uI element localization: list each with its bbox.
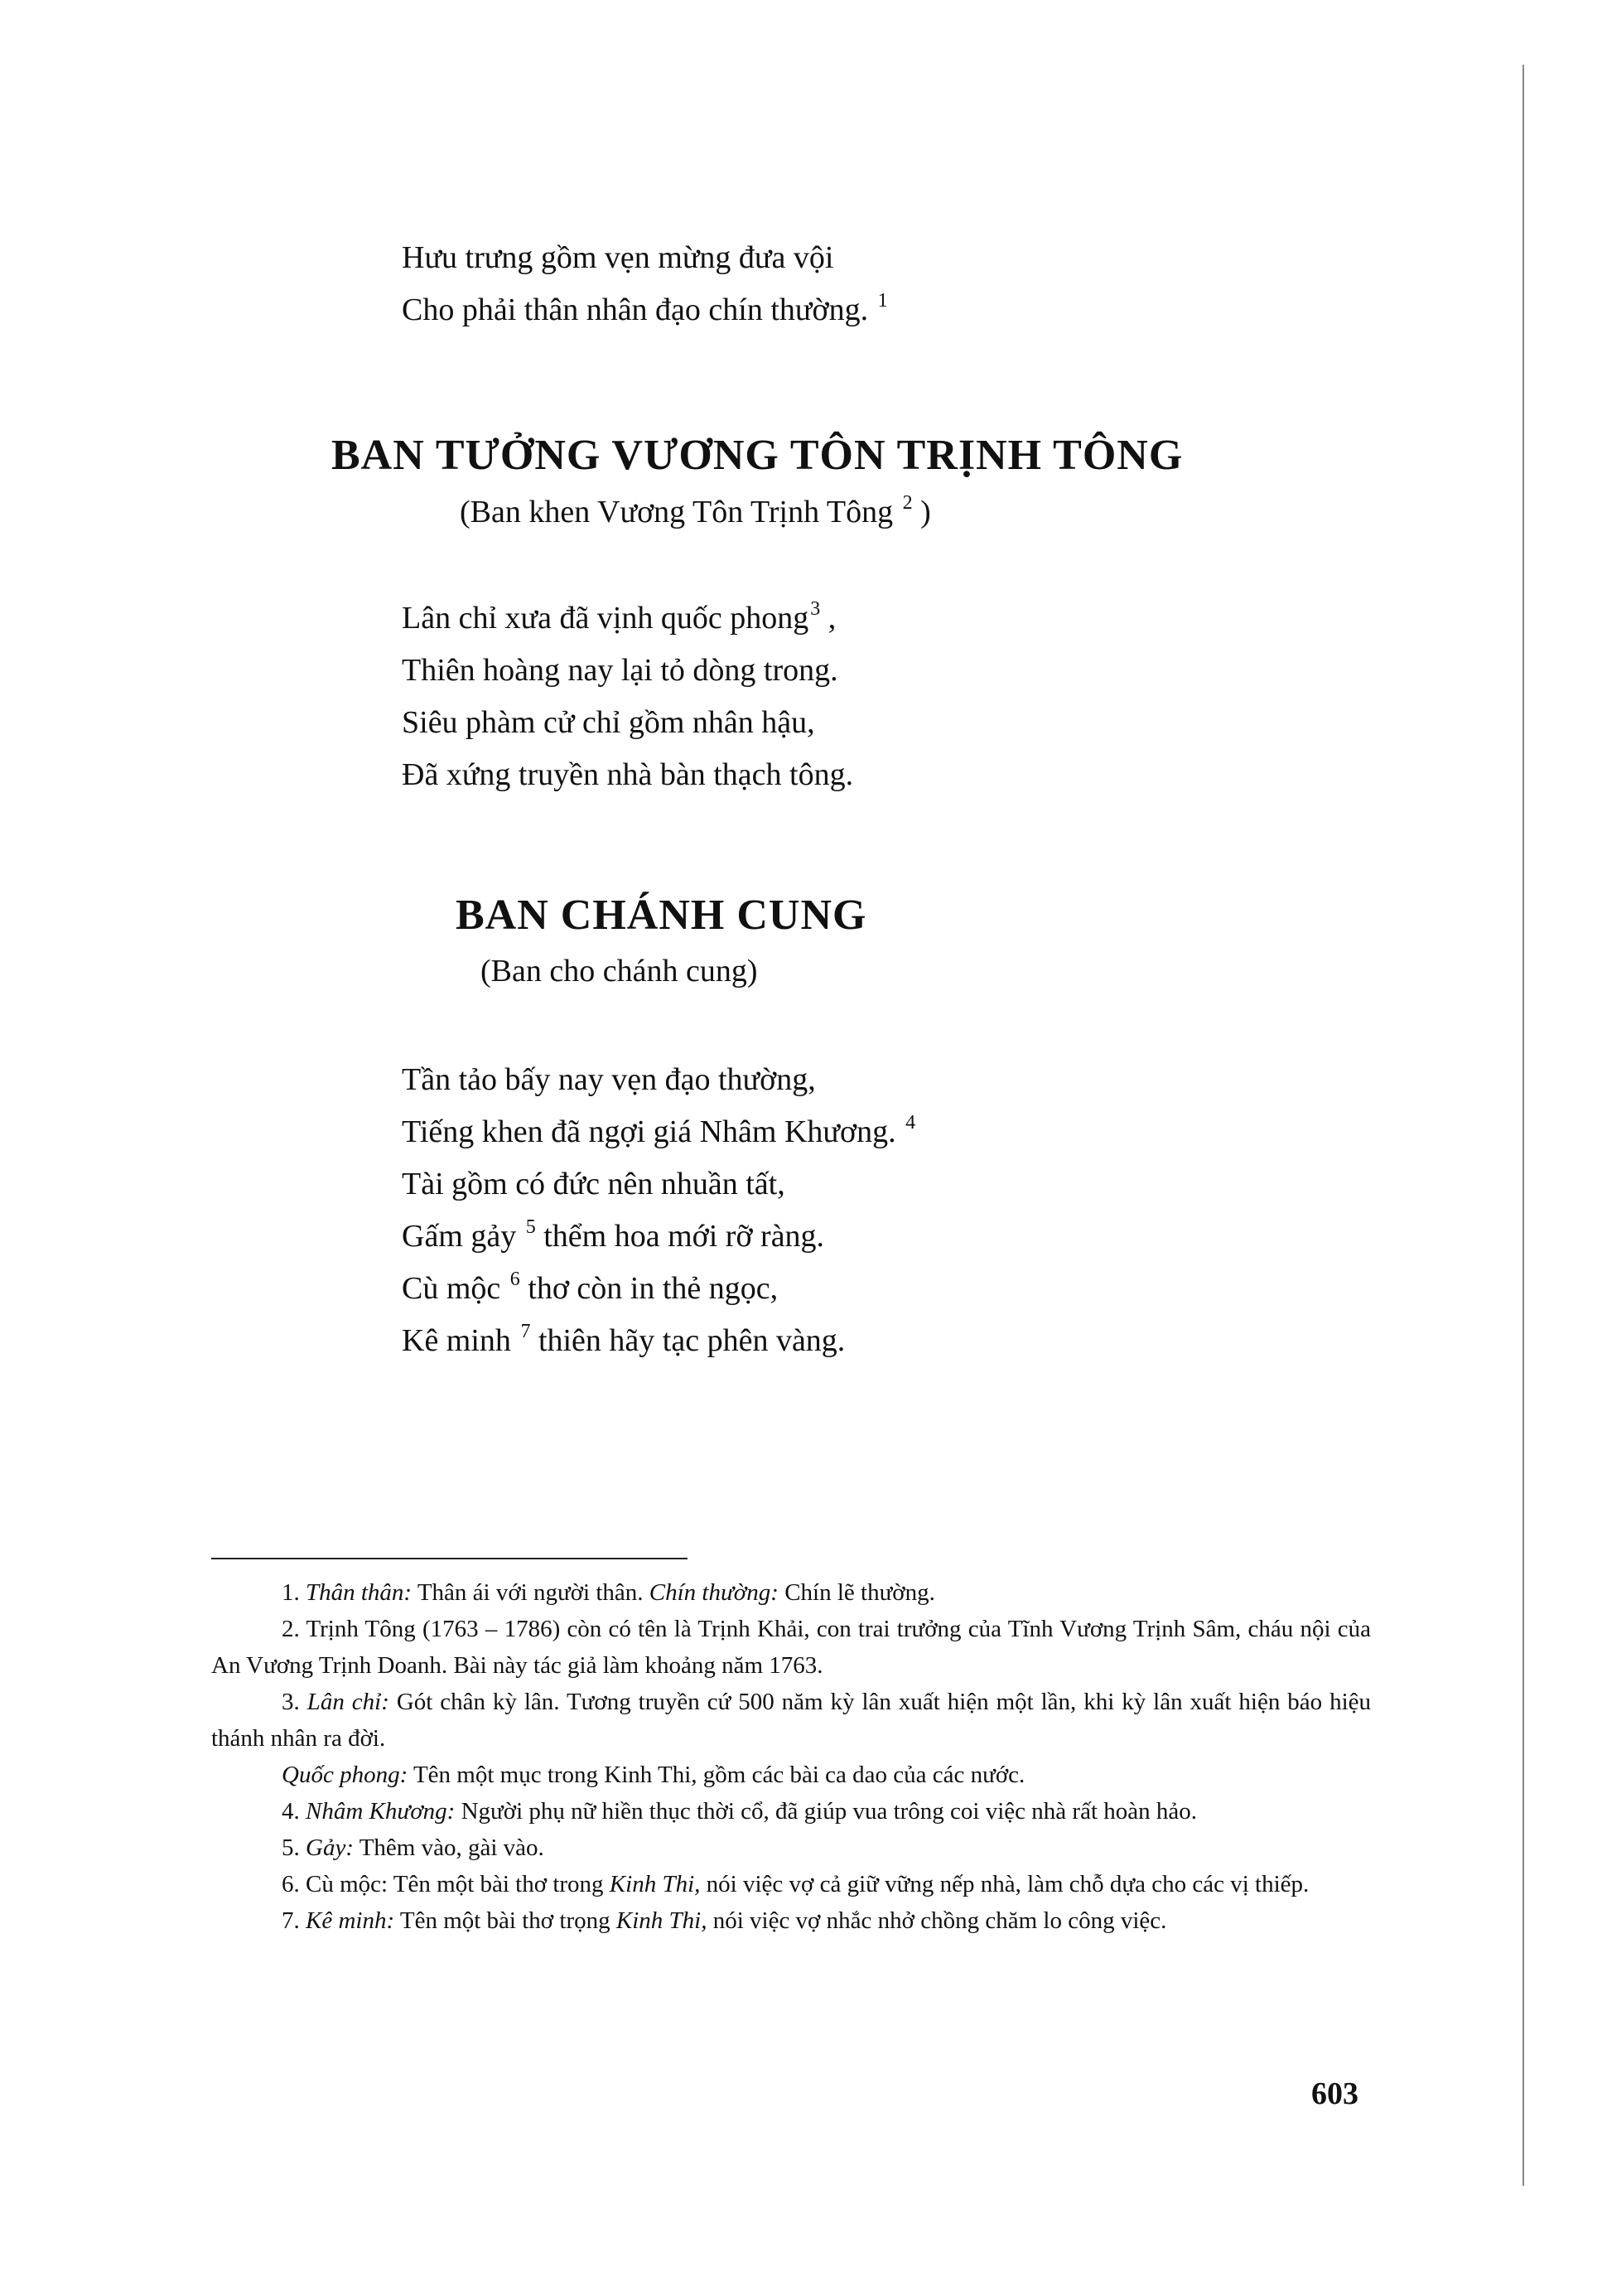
poem1-title: BAN TƯỞNG VƯƠNG TÔN TRỊNH TÔNG <box>331 432 1184 479</box>
poem2-body <box>402 1054 915 1367</box>
verse-line: Cù mộc $^6$ thơ còn in thẻ ngọc, <box>402 1269 779 1306</box>
footnote-3b: Quốc phong: Tên một mục trong Kinh Thi, gồm các bài ca dao của các nước. <box>282 1762 1025 1788</box>
footnote-6: 6. Cù mộc: Tên một bài thơ trong Kinh Thi, nói việc vợ cả giữ vững nếp nhà, làm chỗ dựa cho các vị thiếp. <box>282 1871 1310 1897</box>
verse-line: Tài gồm có đức nên nhuần tất, <box>402 1167 785 1201</box>
poem1-body <box>402 592 853 801</box>
top-verse <box>402 232 888 336</box>
verse-line: Đã xứng truyền nhà bàn thạch tông. <box>402 757 854 792</box>
footnote-4: 4. Nhâm Khương: Người phụ nữ hiền thục thời cổ, đã giúp vua trông coi việc nhà rất hoàn hảo. <box>282 1798 1197 1825</box>
verse-line: Tần tảo bấy nay vẹn đạo thường, <box>402 1062 816 1097</box>
footnote-ref: 6 <box>509 1269 520 1290</box>
verse-line: Kê minh $^7$ thiên hãy tạc phên vàng. <box>402 1321 846 1358</box>
page-edge-line <box>1522 65 1524 2186</box>
verse-line: Lân chỉ xưa đã vịnh quốc phong$^3$ , <box>402 598 837 636</box>
footnote-ref: 5 <box>525 1216 536 1238</box>
footnote-5: 5. Gảy: Thêm vào, gài vào. <box>282 1834 544 1861</box>
footnote-separator <box>211 1558 688 1559</box>
footnote-7: 7. Kê minh: Tên một bài thơ trọng Kinh Thi, nói việc vợ nhắc nhở chồng chăm lo công việc. <box>282 1907 1167 1934</box>
poem2-title: BAN CHÁNH CUNG <box>456 892 867 939</box>
poem1-subtitle: (Ban khen Vương Tôn Trịnh Tông $^2$ ) <box>460 492 931 529</box>
footnote-ref: 7 <box>520 1321 531 1342</box>
footnote-ref: 3 <box>810 598 821 620</box>
footnote-2: 2. Trịnh Tông (1763 – 1786) còn có tên là Trịnh Khải, con trai trưởng của Tĩnh Vương Trịnh Sâm, cháu nội của An Vương Trịnh Doanh. Bài này tác giả làm khoảng năm 1763. <box>211 1616 1371 1679</box>
verse-line: Gấm gảy $^5$ thểm hoa mới rỡ ràng. <box>402 1216 825 1254</box>
verse-line: Hưu trưng gồm vẹn mừng đưa vội <box>402 240 834 275</box>
footnote-ref: 1 <box>877 290 888 312</box>
verse-line: Siêu phàm cử chỉ gồm nhân hậu, <box>402 705 815 740</box>
footnote-1: 1. Thân thân: Thân ái với người thân. Chín thường: Chín lẽ thường. <box>282 1579 935 1606</box>
verse-line: Thiên hoàng nay lại tỏ dòng trong. <box>402 653 838 688</box>
footnotes <box>211 1574 1371 1939</box>
poem2-subtitle: (Ban cho chánh cung) <box>480 954 758 988</box>
footnote-ref: 2 <box>902 492 913 514</box>
verse-line: Tiếng khen đã ngợi giá Nhâm Khương. $^4$ <box>402 1112 916 1149</box>
footnote-3: 3. Lân chỉ: Gót chân kỳ lân. Tương truyền cứ 500 năm kỳ lân xuất hiện một lần, khi kỳ lân xuất hiện báo hiệu thánh nhân ra đời. <box>211 1689 1372 1752</box>
verse-line: Cho phải thân nhân đạo chín thường. $^1$ <box>402 290 888 327</box>
page-number: 603 <box>1311 2076 1358 2111</box>
footnote-ref: 4 <box>905 1112 916 1133</box>
